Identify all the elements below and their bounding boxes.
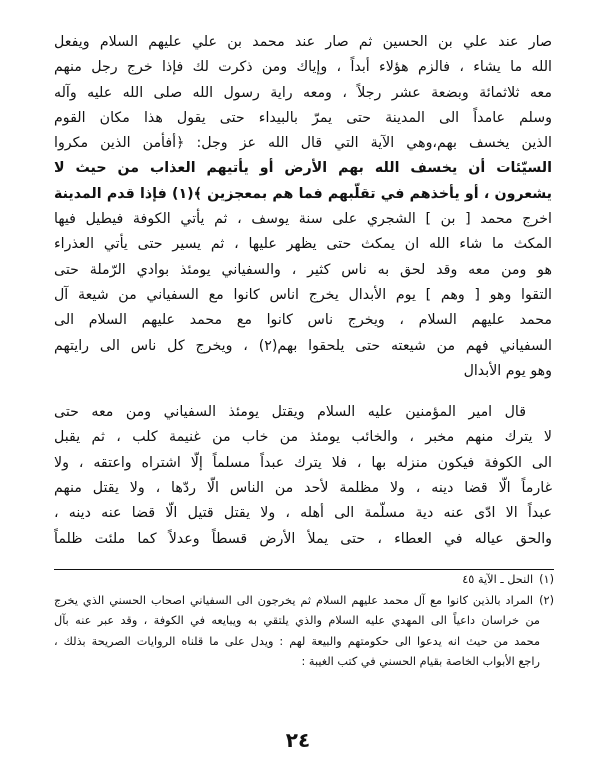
quran-verse-line: السيّئات أن يخسف الله بهم الأرض أو يأتيهم العذاب من حيث لا	[54, 160, 552, 177]
text-line: صار عند علي بن الحسين ثم صار عند محمد بن علي عليهم السلام ويفعل	[54, 34, 552, 50]
text-line: غارماً الّا قضا دينه ، ولا مظلمة لأحد من الناس الّا ردّها ، ولا يقتل منهم	[54, 480, 552, 497]
text-line: محمد عليهم السلام ، ويخرج ناس كانوا مع محمد عليهم السلام الى	[54, 312, 552, 329]
footnote-2-text: المراد بالذين كانوا مع آل محمد عليهم السلام ثم يخرجون الى السفياني اصحاب الحسني الذي يخرج	[54, 593, 534, 607]
footnote-2-label: (٢)	[539, 593, 554, 607]
text-line: التقوا وهو [ وهم ] يوم الأبدال يخرج اناس كانوا مع السفياني من شيعة آل	[54, 286, 552, 303]
text-line: الى الكوفة فيكون منزله بها ، فلا يترك عبداً مسلماً إلّا اشتراه واعتقه ، ولا	[54, 454, 552, 471]
text-line: الذين يخسف بهم،وهي الآية التي قال الله عز وجل: ﴿أفأمن الذين مكروا	[54, 135, 552, 152]
text-line: عبداً الا ادّى عنه دية مسلّمة الى أهله ، ولا يقتل قتيل الّا قضا عنه دينه ،	[54, 505, 552, 522]
text-line: هو ومن معه وقد لحق به ناس كثير ، والسفياني يومئذ بوادي الرّملة حتى	[54, 261, 552, 278]
footnote-2-line: محمد من حيث انه يدعوا الى حكومتهم والبيعة لهم : ويدل على ما قلناه الروايات الصريحة بذلك ،	[54, 634, 540, 648]
footnote-1-text: النحل ـ الآية ٤٥	[462, 573, 534, 586]
text-line: الله ما يشاء ، فالزم هؤلاء أبداً ، وإياك ومن ذكرت لك فإذا خرج رجل منهم	[54, 59, 552, 76]
paragraph-1	[54, 30, 552, 384]
text-line: المكث ما شاء الله ان يمكث حتى يظهر عليها ، ثم يسير حتى يأتي العذراء	[54, 236, 552, 253]
footnote-2	[54, 591, 554, 612]
text-line: قال امير المؤمنين عليه السلام ويقتل يومئذ السفياني ومن معه حتى	[54, 404, 526, 421]
text-line: السفياني فهم من شيعته حتى يلحقوا بهم(٢) ، ويخرج كل ناس الى رايتهم	[54, 337, 552, 354]
page-number: ٢٤	[285, 728, 311, 752]
footnote-2-line: راجع الأبواب الخاصة بقيام الحسني في كتب الغيبة :	[301, 655, 540, 668]
text-line: معه ثلاثمائة وبضعة عشر رجلاً ، ومعه راية رسول الله صلى الله عليه وآله	[54, 84, 552, 101]
text-line: لا يترك منهم مخبر ، والخائب يومئذ من خاب من غنيمة كلب ، ثم يقبل	[54, 429, 552, 446]
quran-verse-line: يشعرون ، أو يأخذهم في تقلّبهم فما هم بمعجزين ﴾(١) فإذا قدم المدينة	[54, 185, 552, 202]
text-line: وهو يوم الأبدال	[463, 362, 552, 379]
footnotes-section	[54, 569, 554, 673]
footnote-1	[54, 570, 554, 591]
footnote-2-line: من خراسان داعياً الى المهدي عليه السلام والذي يلتقي به ويبايعه في الكوفة ، وقد عبر عنه بآل	[54, 614, 540, 627]
text-line: اخرج محمد [ بن ] الشجري على سنة يوسف ، ثم يأتي الكوفة فيطيل فيها	[54, 211, 552, 228]
text-line: والحق عياله في العطاء ، حتى يملأ الأرض قسطاً وعدلاً كما ملئت ظلماً	[54, 530, 552, 547]
paragraph-gap	[54, 384, 552, 400]
main-text	[54, 30, 552, 552]
text-line: وسلم عامداً الى المدينة حتى يمرّ بالبيداء حتى يقول هذا مكان القوم	[54, 109, 552, 126]
footnote-1-label: (١)	[539, 573, 554, 586]
paragraph-2	[54, 400, 552, 552]
